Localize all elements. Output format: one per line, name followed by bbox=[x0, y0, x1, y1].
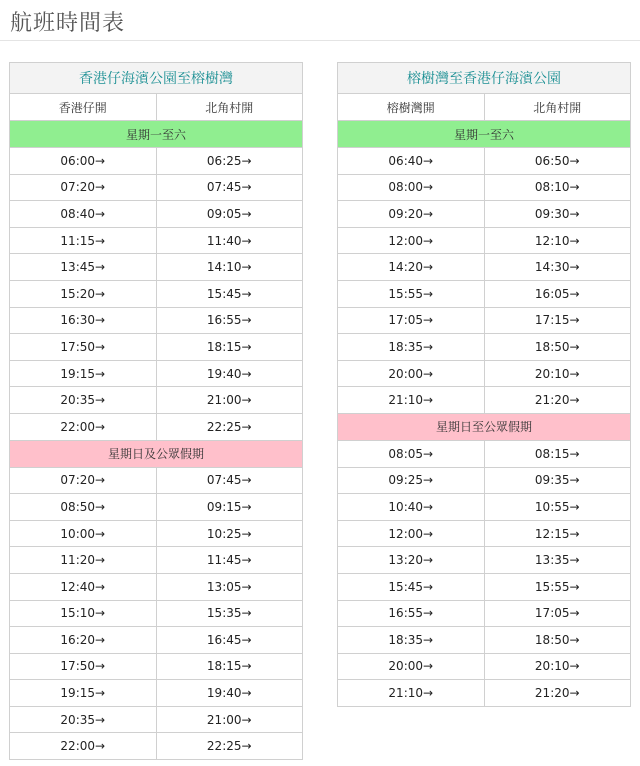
table-row bbox=[10, 413, 303, 440]
departure-time: 06:25→ bbox=[156, 148, 303, 175]
departure-time: 19:40→ bbox=[156, 680, 303, 707]
departure-time: 18:15→ bbox=[156, 653, 303, 680]
departure-time: 13:35→ bbox=[484, 547, 631, 574]
section-header-row bbox=[338, 413, 631, 440]
departure-time: 20:35→ bbox=[10, 706, 157, 733]
table-row bbox=[10, 148, 303, 175]
section-label: 星期日至公眾假期 bbox=[338, 413, 631, 440]
departure-time: 19:40→ bbox=[156, 360, 303, 387]
departure-time: 08:00→ bbox=[338, 174, 485, 201]
column-header-row bbox=[10, 94, 303, 121]
section-header-row bbox=[338, 121, 631, 148]
table-row bbox=[338, 653, 631, 680]
departure-time: 15:45→ bbox=[156, 280, 303, 307]
departure-time: 07:20→ bbox=[10, 467, 157, 494]
section-label: 星期日及公眾假期 bbox=[10, 440, 303, 467]
table-row bbox=[10, 573, 303, 600]
departure-time: 08:10→ bbox=[484, 174, 631, 201]
table-row bbox=[338, 600, 631, 627]
departure-time: 18:50→ bbox=[484, 627, 631, 654]
departure-time: 20:10→ bbox=[484, 653, 631, 680]
route-title: 香港仔海濱公園至榕樹灣 bbox=[10, 63, 303, 94]
departure-time: 22:25→ bbox=[156, 413, 303, 440]
table-row bbox=[338, 573, 631, 600]
departure-time: 12:15→ bbox=[484, 520, 631, 547]
departure-time: 09:35→ bbox=[484, 467, 631, 494]
table-row bbox=[338, 547, 631, 574]
departure-time: 14:20→ bbox=[338, 254, 485, 281]
departure-time: 21:20→ bbox=[484, 680, 631, 707]
table-row bbox=[10, 307, 303, 334]
table-row bbox=[10, 627, 303, 654]
table-row bbox=[338, 680, 631, 707]
departure-time: 14:30→ bbox=[484, 254, 631, 281]
table-row bbox=[10, 520, 303, 547]
departure-time: 15:55→ bbox=[484, 573, 631, 600]
departure-time: 17:05→ bbox=[338, 307, 485, 334]
departure-time: 11:20→ bbox=[10, 547, 157, 574]
timetable-body bbox=[10, 94, 303, 760]
departure-time: 16:30→ bbox=[10, 307, 157, 334]
departure-time: 20:00→ bbox=[338, 653, 485, 680]
departure-time: 08:05→ bbox=[338, 440, 485, 467]
table-row bbox=[10, 600, 303, 627]
departure-time: 17:50→ bbox=[10, 653, 157, 680]
departure-time: 13:05→ bbox=[156, 573, 303, 600]
departure-time: 10:55→ bbox=[484, 494, 631, 521]
table-row bbox=[338, 440, 631, 467]
route-title-row bbox=[338, 63, 631, 94]
table-row bbox=[10, 254, 303, 281]
departure-time: 09:20→ bbox=[338, 201, 485, 228]
departure-time: 11:15→ bbox=[10, 227, 157, 254]
table-row bbox=[338, 627, 631, 654]
departure-time: 16:45→ bbox=[156, 627, 303, 654]
title-divider bbox=[0, 40, 640, 41]
departure-time: 07:20→ bbox=[10, 174, 157, 201]
departure-time: 07:45→ bbox=[156, 467, 303, 494]
departure-time: 16:55→ bbox=[338, 600, 485, 627]
departure-time: 10:25→ bbox=[156, 520, 303, 547]
table-row bbox=[338, 201, 631, 228]
column-header: 香港仔開 bbox=[10, 94, 157, 121]
table-row bbox=[10, 201, 303, 228]
timetable-body bbox=[338, 94, 631, 707]
table-row bbox=[10, 360, 303, 387]
route-title-row bbox=[10, 63, 303, 94]
departure-time: 15:10→ bbox=[10, 600, 157, 627]
departure-time: 15:45→ bbox=[338, 573, 485, 600]
column-header: 榕樹灣開 bbox=[338, 94, 485, 121]
departure-time: 15:55→ bbox=[338, 280, 485, 307]
departure-time: 08:15→ bbox=[484, 440, 631, 467]
departure-time: 09:30→ bbox=[484, 201, 631, 228]
departure-time: 11:40→ bbox=[156, 227, 303, 254]
departure-time: 20:10→ bbox=[484, 360, 631, 387]
departure-time: 21:10→ bbox=[338, 387, 485, 414]
departure-time: 10:40→ bbox=[338, 494, 485, 521]
column-header: 北角村開 bbox=[484, 94, 631, 121]
table-row bbox=[338, 467, 631, 494]
timetable-aberdeen-to-yung-shue-wan bbox=[9, 62, 303, 760]
departure-time: 14:10→ bbox=[156, 254, 303, 281]
departure-time: 22:00→ bbox=[10, 733, 157, 760]
table-row bbox=[10, 387, 303, 414]
section-header-row bbox=[10, 121, 303, 148]
departure-time: 21:10→ bbox=[338, 680, 485, 707]
departure-time: 12:40→ bbox=[10, 573, 157, 600]
departure-time: 12:00→ bbox=[338, 520, 485, 547]
section-label: 星期一至六 bbox=[338, 121, 631, 148]
table-row bbox=[10, 467, 303, 494]
departure-time: 11:45→ bbox=[156, 547, 303, 574]
table-row bbox=[338, 174, 631, 201]
departure-time: 08:50→ bbox=[10, 494, 157, 521]
departure-time: 16:55→ bbox=[156, 307, 303, 334]
departure-time: 13:20→ bbox=[338, 547, 485, 574]
departure-time: 16:05→ bbox=[484, 280, 631, 307]
departure-time: 17:05→ bbox=[484, 600, 631, 627]
section-header-row bbox=[10, 440, 303, 467]
departure-time: 18:50→ bbox=[484, 334, 631, 361]
departure-time: 06:00→ bbox=[10, 148, 157, 175]
table-row bbox=[338, 334, 631, 361]
departure-time: 07:45→ bbox=[156, 174, 303, 201]
table-row bbox=[10, 227, 303, 254]
departure-time: 06:50→ bbox=[484, 148, 631, 175]
table-row bbox=[10, 334, 303, 361]
table-row bbox=[338, 148, 631, 175]
table-row bbox=[338, 387, 631, 414]
departure-time: 09:15→ bbox=[156, 494, 303, 521]
departure-time: 21:20→ bbox=[484, 387, 631, 414]
table-row bbox=[338, 307, 631, 334]
departure-time: 17:15→ bbox=[484, 307, 631, 334]
table-row bbox=[10, 494, 303, 521]
departure-time: 09:25→ bbox=[338, 467, 485, 494]
departure-time: 12:00→ bbox=[338, 227, 485, 254]
departure-time: 19:15→ bbox=[10, 360, 157, 387]
departure-time: 22:25→ bbox=[156, 733, 303, 760]
table-row bbox=[10, 706, 303, 733]
timetable-yung-shue-wan-to-aberdeen bbox=[337, 62, 631, 707]
table-row bbox=[10, 653, 303, 680]
column-header: 北角村開 bbox=[156, 94, 303, 121]
section-label: 星期一至六 bbox=[10, 121, 303, 148]
table-row bbox=[338, 520, 631, 547]
table-row bbox=[338, 494, 631, 521]
departure-time: 18:35→ bbox=[338, 334, 485, 361]
departure-time: 15:20→ bbox=[10, 280, 157, 307]
table-row bbox=[338, 360, 631, 387]
departure-time: 09:05→ bbox=[156, 201, 303, 228]
departure-time: 08:40→ bbox=[10, 201, 157, 228]
departure-time: 20:00→ bbox=[338, 360, 485, 387]
departure-time: 06:40→ bbox=[338, 148, 485, 175]
departure-time: 20:35→ bbox=[10, 387, 157, 414]
departure-time: 21:00→ bbox=[156, 387, 303, 414]
route-title: 榕樹灣至香港仔海濱公園 bbox=[338, 63, 631, 94]
departure-time: 17:50→ bbox=[10, 334, 157, 361]
departure-time: 19:15→ bbox=[10, 680, 157, 707]
table-row bbox=[10, 547, 303, 574]
table-row bbox=[10, 280, 303, 307]
departure-time: 15:35→ bbox=[156, 600, 303, 627]
table-row bbox=[338, 280, 631, 307]
page-title: 航班時間表 bbox=[10, 11, 126, 36]
table-row bbox=[10, 680, 303, 707]
table-row bbox=[338, 254, 631, 281]
departure-time: 12:10→ bbox=[484, 227, 631, 254]
table-row bbox=[10, 174, 303, 201]
column-header-row bbox=[338, 94, 631, 121]
departure-time: 16:20→ bbox=[10, 627, 157, 654]
departure-time: 13:45→ bbox=[10, 254, 157, 281]
departure-time: 18:35→ bbox=[338, 627, 485, 654]
departure-time: 10:00→ bbox=[10, 520, 157, 547]
table-row bbox=[338, 227, 631, 254]
departure-time: 18:15→ bbox=[156, 334, 303, 361]
departure-time: 22:00→ bbox=[10, 413, 157, 440]
table-row bbox=[10, 733, 303, 760]
departure-time: 21:00→ bbox=[156, 706, 303, 733]
